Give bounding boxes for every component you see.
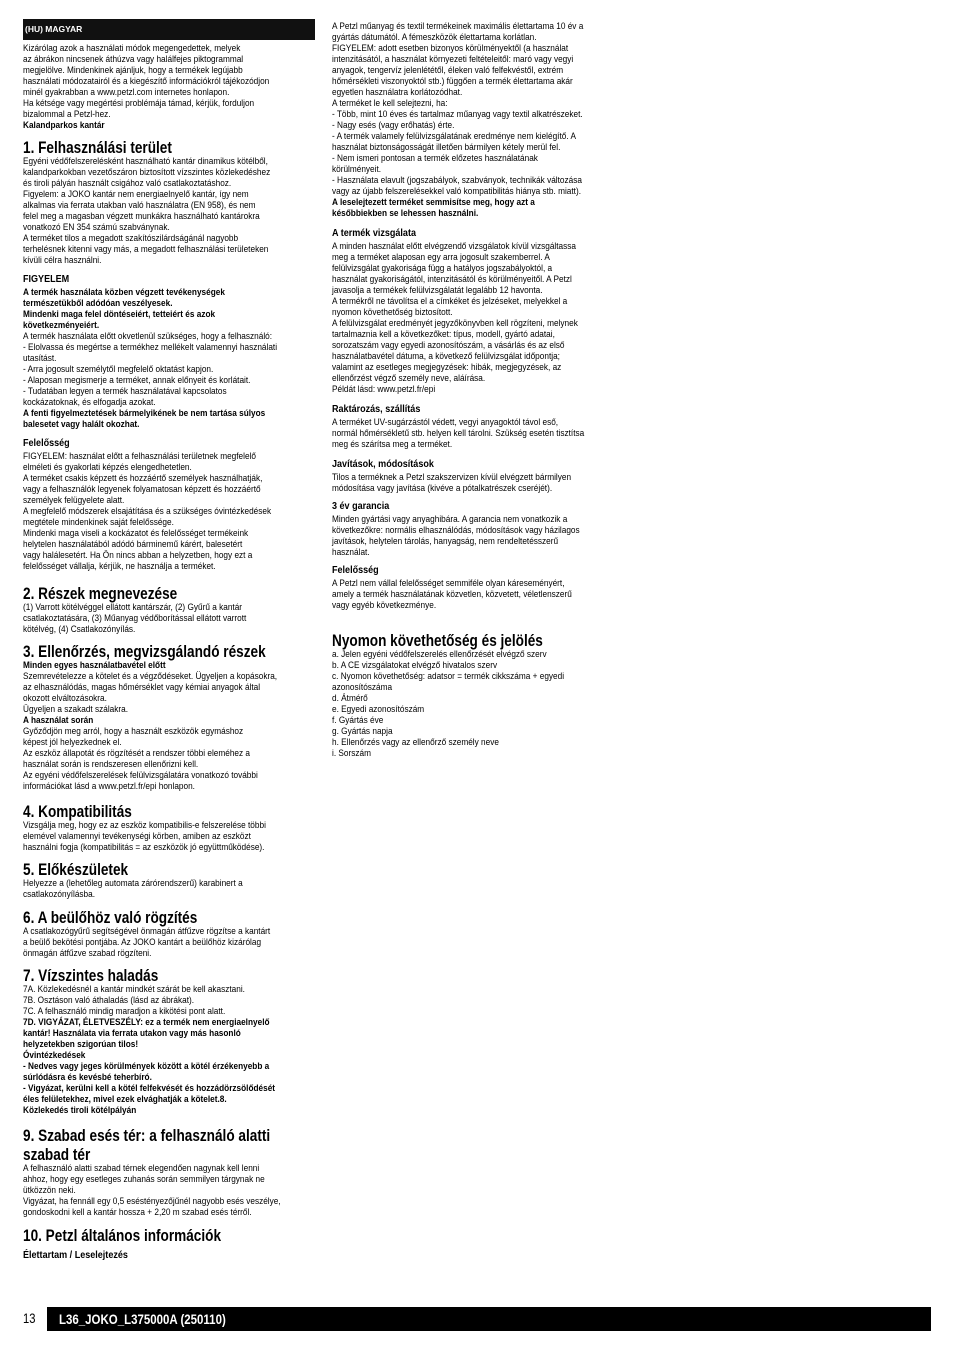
section-heading: 6. A beülőhöz való rögzítés <box>23 908 198 927</box>
text-line: f. Gyártás éve <box>332 715 384 726</box>
bold-text-line: - Vigyázat, kerülni kell a kötél felfekvését és hozzádörzsölődését <box>23 1083 276 1094</box>
text-line: - Alaposan megismerje a terméket, annak előnyeit és korlátait. <box>23 375 251 386</box>
text-line: A felhasználó alatti szabad térnek elegendően nagynak kell lenni <box>23 1163 260 1174</box>
text-line: a. Jelen egyéni védőfelszerelés ellenőrzését elvégző szerv <box>332 649 547 660</box>
text-line: g. Gyártás napja <box>332 726 393 737</box>
text-line: használati módozatairól és a kiegészítő információkról tájékozódjon <box>23 76 270 87</box>
text-line: meg a terméket alaposan egy arra jogosult szakemberrel. A <box>332 252 550 263</box>
text-line: i. Sorszám <box>332 748 371 759</box>
text-line: azonosítószáma <box>332 682 393 693</box>
text-line: használatbavétel dátuma, a következő felülvizsgálat időpontja; <box>332 351 560 362</box>
text-line: vagy az újabb felszerelésekkel való kompatibilitás hiánya stb. miatt). <box>332 186 582 197</box>
bold-text-line: A használat során <box>23 715 94 726</box>
text-line: Helyezze a (lehetőleg automata zárórendszerű) karabinert a <box>23 878 243 889</box>
section-heading: 9. Szabad esés tér: a felhasználó alatti <box>23 1126 271 1145</box>
text-line: csatlakoztatására, (3) Műanyag védőborítással ellátott varrott <box>23 613 247 624</box>
bold-text-line: Minden egyes használatbavétel előtt <box>23 660 166 671</box>
subheading: Javítások, módosítások <box>332 458 434 470</box>
bold-text-line: Kalandparkos kantár <box>23 120 105 131</box>
text-line: az elhasználódás, magas hőmérséklet vagy kémiai anyagok által <box>23 682 261 693</box>
text-line: sorozatszám vagy egyedi azonosítószám, a vásárlás és az első <box>332 340 565 351</box>
text-line: utasítást. <box>23 353 57 364</box>
text-line: bizalommal a Petzl-hez. <box>23 109 111 120</box>
text-line: - Használata elavult (jogszabályok, szabványok, technikák változása <box>332 175 582 186</box>
page-number: 13 <box>23 1310 36 1326</box>
text-line: A minden használat előtt elvégzendő vizsgálatok kívül vizsgáltassa <box>332 241 576 252</box>
text-line: 7C. A felhasználó mindig maradjon a kikötési pont alatt. <box>23 1006 226 1017</box>
section-heading: Nyomon követhetőség és jelölés <box>332 631 543 650</box>
bold-text-line: következményeiért. <box>23 320 100 331</box>
text-line: felelősséget vállalja, kérjük, ne használja a terméket. <box>23 561 216 572</box>
text-line: és tiroli pályán használt csigához való csatlakoztatáshoz. <box>23 178 232 189</box>
text-line: - Tudatában legyen a termék használatával kapcsolatos <box>23 386 227 397</box>
text-line: javasolja a termékek felülvizsgálatát legalább 12 havonta. <box>332 285 543 296</box>
text-line: kötélvég, (4) Csatlakozónyílás. <box>23 624 136 635</box>
text-line: A termékről ne távolítsa el a címkéket és jelzéseket, melyekkel a <box>332 296 568 307</box>
section-heading: 1. Felhasználási terület <box>23 138 172 157</box>
text-line: következőkre: normális elhasználódás, módosítások vagy házilagos <box>332 525 580 536</box>
section-heading: 5. Előkészületek <box>23 860 129 879</box>
text-line: amely a termék használatának közvetlen, közvetett, véletlenszerű <box>332 589 572 600</box>
text-line: A csatlakozógyűrű segítségével önmagán átfűzve rögzítse a kantárt <box>23 926 271 937</box>
text-line: A Petzl nem vállal felelősséget semmiféle olyan káreseményért, <box>332 578 565 589</box>
text-line: A terméket UV-sugárzástól védett, vegyi anyagoktól távol eső, <box>332 417 559 428</box>
text-line: Vigyázat, ha fennáll egy 0,5 eséstényezőjűnél nagyobb esés veszélye, <box>23 1196 281 1207</box>
text-line: ellenőrzést végző személy neve, aláírása. <box>332 373 486 384</box>
text-line: c. Nyomon követhetőség: adatsor = termék cikkszáma + egyedi <box>332 671 565 682</box>
text-line: Minden gyártási vagy anyaghibára. A garancia nem vonatkozik a <box>332 514 568 525</box>
document-reference: L36_JOKO_L375000A (250110) <box>59 1311 226 1327</box>
subheading: Felelősség <box>332 564 379 576</box>
text-line: tartalmaznia kell a következőket: típus, modell, gyártó adatai, <box>332 329 555 340</box>
text-line: elemével valamennyi tevékenységi körben, amiben az eszközt <box>23 831 251 842</box>
text-line: h. Ellenőrzés vagy az ellenőrző személy neve <box>332 737 499 748</box>
text-line: felülvizsgálat gyakorisága függ a hatályos jogszabályoktól, a <box>332 263 553 274</box>
bold-text-line: - Nedves vagy jeges körülmények között a kötél érzékenyebb a <box>23 1061 270 1072</box>
text-line: személyek felügyelete alatt. <box>23 495 125 506</box>
text-line: hőmérsékleti viszonyoktól stb.) függően a termék élettartama akár <box>332 76 573 87</box>
text-line: Vizsgálja meg, hogy ez az eszköz kompatibilis-e felszerelése többi <box>23 820 266 831</box>
text-line: egyetlen használatra korlátozódhat. <box>332 87 463 98</box>
text-line: kalandparkokban vezetőszáron biztosított vízszintes közlekedéshez <box>23 167 271 178</box>
text-line: alkalmas via ferrata utakban való használatra (EN 958), és nem <box>23 200 256 211</box>
text-line: 7A. Közlekedésnél a kantár mindkét szárát be kell akasztani. <box>23 984 245 995</box>
section-heading: 4. Kompatibilitás <box>23 802 132 821</box>
text-line: 7B. Osztáson való áthaladás (lásd az ábrákat). <box>23 995 195 1006</box>
bold-text-line: Mindenki maga felel döntéseiért, tetteiért és azok <box>23 309 216 320</box>
text-line: okozott elváltozásokra. <box>23 693 107 704</box>
text-line: meg és szárítsa meg a terméket. <box>332 439 453 450</box>
section-heading: szabad tér <box>23 1145 91 1164</box>
text-line: a beülő bekötési pontjába. Az JOKO kantárt a beülőhöz kizárólag <box>23 937 262 948</box>
subheading: Raktározás, szállítás <box>332 403 421 415</box>
bold-text-line: helyzetekben szigorúan tilos! <box>23 1039 139 1050</box>
text-line: A felülvizsgálat eredményét jegyzőkönyvben kell rögzíteni, melynek <box>332 318 578 329</box>
text-line: Ügyeljen a szakadt szálakra. <box>23 704 129 715</box>
text-line: kockázatoknak, és elfogadja azokat. <box>23 397 156 408</box>
text-line: önmagán átfűzve szabad rögzíteni. <box>23 948 152 959</box>
text-line: b. A CE vizsgálatokat elvégző hivatalos szerv <box>332 660 498 671</box>
text-line: normál hőmérsékletű stb. helyen kell tárolni. Szükség esetén tisztítsa <box>332 428 585 439</box>
text-line: minél gyakrabban a www.petzl.com internetes honlapon. <box>23 87 230 98</box>
bold-text-line: Óvintézkedések <box>23 1050 86 1061</box>
left-column <box>23 0 323 1300</box>
bold-text-line: súrlódásra és kevésbé teherbíró. <box>23 1072 152 1083</box>
text-line: használat. <box>332 547 370 558</box>
text-line: gondoskodni kell a kantár hossza + 2,20 m szabad esés térről. <box>23 1207 252 1218</box>
text-line: megjelölve. Mindenkinek ajánljuk, hogy a termékek legújabb <box>23 65 243 76</box>
text-line: - Nagy esés (vagy erőhatás) érte. <box>332 120 455 131</box>
text-line: d. Átmérő <box>332 693 368 704</box>
text-line: ütközzön neki. <box>23 1185 76 1196</box>
text-line: használat biztonságosságát illetően bármilyen kétely merül fel. <box>332 142 561 153</box>
text-line: - A termék valamely felülvizsgálatának eredménye nem kielégítő. A <box>332 131 576 142</box>
subheading: FIGYELEM <box>23 273 70 285</box>
text-line: Példát lásd: www.petzl.fr/epi <box>332 384 436 395</box>
text-line: e. Egyedi azonosítószám <box>332 704 425 715</box>
text-line: Egyéni védőfelszerelésként használható kantár dinamikus kötélből, <box>23 156 268 167</box>
text-line: A terméket tilos a megadott szakítószilárdságánál nagyobb <box>23 233 239 244</box>
text-line: elméleti és gyakorlati képzés elengedhetetlen. <box>23 462 192 473</box>
text-line: képest jól helyezkednek el. <box>23 737 122 748</box>
text-line: A megfelelő módszerek elsajátítása és a szükséges óvintézkedések <box>23 506 272 517</box>
text-line: az ábrákon nincsenek áthúzva vagy halálfejes piktogrammal <box>23 54 244 65</box>
text-line: - Nem ismeri pontosan a termék előzetes használatának <box>332 153 538 164</box>
text-line: A termék használata előtt okvetlenül szükséges, hogy a felhasználó: <box>23 331 273 342</box>
text-line: Szemrevételezze a kötelet és a végződéseket. Ügyeljen a kopásokra, <box>23 671 278 682</box>
bold-text-line: éles felületekhez, mivel ezek elvághatják a kötelet.8. <box>23 1094 227 1105</box>
footer-bar <box>47 1307 931 1331</box>
section-heading: 2. Részek megnevezése <box>23 584 178 603</box>
text-line: nyomon követhetőség biztosított. <box>332 307 453 318</box>
text-line: használat gyakoriságától, intenzitásától és körülményeitől. A Petzl <box>332 274 572 285</box>
text-line: - Arra jogosult személytől megfelelő oktatást kapjon. <box>23 364 214 375</box>
text-line: vagy a felhasználók legyenek folyamatosan képzett és hozzáértő <box>23 484 261 495</box>
language-label: (HU) MAGYAR <box>23 19 315 40</box>
section-heading: 10. Petzl általános információk <box>23 1226 222 1245</box>
text-line: gyártás dátumától. A fémeszközök élettartama korlátlan. <box>332 32 537 43</box>
text-line: kívüli célra használni. <box>23 255 102 266</box>
text-line: intenzitásától, a használat környezeti feltételeitől: maró vagy vegyi <box>332 54 574 65</box>
text-line: ahhoz, hogy egy esetleges zuhanás során semmilyen tárgynak ne <box>23 1174 265 1185</box>
text-line: vonatkozó EN 354 számú szabványnak. <box>23 222 170 233</box>
bold-text-line: 7D. VIGYÁZAT, ÉLETVESZÉLY: ez a termék nem energiaelnyelő <box>23 1017 270 1028</box>
text-line: FIGYELEM: használat előtt a felhasználási területnek megfelelő <box>23 451 256 462</box>
text-line: - Több, mint 10 éves és tartalmaz műanyag vagy textil alkatrészeket. <box>332 109 583 120</box>
text-line: Ha kétsége vagy megértési problémája támad, kérjük, forduljon <box>23 98 255 109</box>
text-line: valamint az esetleges megjegyzések: hibák, megjegyzések, az <box>332 362 562 373</box>
bold-text-line: A fenti figyelmeztetések bármelyikének be nem tartása súlyos <box>23 408 266 419</box>
subheading: A termék vizsgálata <box>332 227 416 239</box>
text-line: javítások, helytelen tárolás, hanyagság, nem rendeltetésszerű <box>332 536 559 547</box>
text-line: információkat lásd a www.petzl.fr/epi honlapon. <box>23 781 195 792</box>
subheading: Felelősség <box>23 437 70 449</box>
subheading: 3 év garancia <box>332 500 390 512</box>
text-line: Tilos a terméknek a Petzl szakszervizen kívül elvégzett bármilyen <box>332 472 572 483</box>
bold-text-line: kantár! Használata via ferrata utakon vagy más hasonló <box>23 1028 241 1039</box>
text-line: használat során is rendszeresen ellenőrizni kell. <box>23 759 199 770</box>
text-line: terhelésnek kitenni vagy más, a megadott felhasználási területeken <box>23 244 269 255</box>
text-line: (1) Varrott kötélvéggel ellátott kantárszár, (2) Gyűrű a kantár <box>23 602 243 613</box>
text-line: megtétele mindenkinek saját felelőssége. <box>23 517 174 528</box>
text-line: FIGYELEM: adott esetben bizonyos körülményektől (a használat <box>332 43 569 54</box>
text-line: csatlakozónyílásba. <box>23 889 96 900</box>
bold-text-line: későbbiekben se lehessen használni. <box>332 208 479 219</box>
text-line: vagy halálesetért. Ha Ön nincs abban a helyzetben, hogy ezt a <box>23 550 253 561</box>
text-line: - Elolvassa és megértse a termékhez mellékelt valamennyi használati <box>23 342 278 353</box>
text-line: Az egyéni védőfelszerelések felülvizsgálatára vonatkozó további <box>23 770 258 781</box>
text-line: A Petzl műanyag és textil termékeinek maximális élettartama 10 év a <box>332 21 584 32</box>
bold-text-line: A termék használata közben végzett tevékenységek <box>23 287 225 298</box>
text-line: helytelen használatából adódó bárminemű kárért, balesetért <box>23 539 243 550</box>
text-line: A terméket le kell selejtezni, ha: <box>332 98 448 109</box>
text-line: módosítása vagy javítása (kivéve a pótalkatrészek cseréjét). <box>332 483 553 494</box>
bold-text-line: Közlekedés tiroli kötélpályán <box>23 1105 137 1116</box>
subheading: Élettartam / Leselejtezés <box>23 1249 128 1261</box>
text-line: anyagok, tengervíz jelenlététől, éleken való felfekvéstől, extrém <box>332 65 564 76</box>
text-line: Figyelem: a JOKO kantár nem energiaelnyelő kantár, így nem <box>23 189 249 200</box>
text-line: felel meg a magasban végzett munkákra használható kantárokra <box>23 211 260 222</box>
bold-text-line: természetükből adódóan veszélyesek. <box>23 298 173 309</box>
text-line: Győződjön meg arról, hogy a használt eszközök egymáshoz <box>23 726 244 737</box>
text-line: A terméket csakis képzett és hozzáértő személyek használhatják, <box>23 473 263 484</box>
text-line: Kizárólag azok a használati módok megengedettek, melyek <box>23 43 241 54</box>
bold-text-line: A leselejtezett terméket semmisítse meg, hogy azt a <box>332 197 535 208</box>
bold-text-line: balesetet vagy halált okozhat. <box>23 419 140 430</box>
text-line: Mindenki maga viseli a kockázatot és felelősséget termékeink <box>23 528 249 539</box>
text-line: Az eszköz állapotát és rögzítését a rendszer többi eleméhez a <box>23 748 251 759</box>
text-line: vagy egyéb következménye. <box>332 600 437 611</box>
text-line: körülményeit. <box>332 164 382 175</box>
right-column <box>332 0 632 1300</box>
section-heading: 7. Vízszintes haladás <box>23 966 159 985</box>
section-heading: 3. Ellenőrzés, megvizsgálandó részek <box>23 642 266 661</box>
text-line: használni fogja (kompatibilitás = az eszközök jó együttműködése). <box>23 842 265 853</box>
